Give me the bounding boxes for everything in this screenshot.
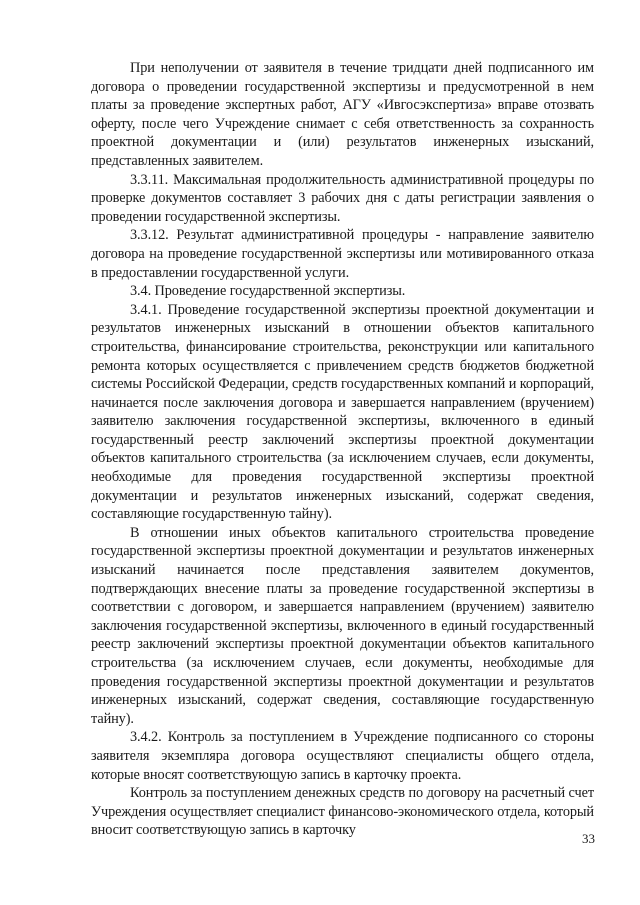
paragraph-3-4-2: 3.4.2. Контроль за поступлением в Учреждение подписанного со стороны заявителя экземпляра договора осуществляют специалисты общего отдела, которые вносят соответствующую запись в карточку проекта. [91, 729, 594, 783]
paragraph-3-3-11: 3.3.11. Максимальная продолжительность административной процедуры по проверке документов составляет 3 рабочих дня с даты регистрации заявления о проведении государственной экспертизы. [91, 171, 594, 225]
paragraph-offer-withdrawal: При неполучении от заявителя в течение тридцати дней подписанного им договора о проведении государственной экспертизы и предусмотренной в нем платы за проведение экспертных работ, АГУ «Ивгосэкспертиза» вправе отозвать оферту, после чего Учреждение снимает с себя ответственность за сохранность проектной документации и (или) результатов инженерных изысканий, представленных заявителем. [91, 60, 594, 169]
paragraph-3-4-1: 3.4.1. Проведение государственной экспертизы проектной документации и результатов инженерных изысканий в отношении объектов капитального строительства, финансирование строительства, реконструкции или капитального ремонта которых осуществляется с привлечением средств бюджетов бюджетной системы Российской Федерации, средств государственных компаний и корпораций, начинается после заключения договора и завершается направлением (вручением) заявителю заключения государственной экспертизы, включенного в единый государственный реестр заключений экспертизы проектной документации объектов капитального строительства (за исключением случаев, если документы, необходимые для проведения государственной экспертизы проектной документации и результатов инженерных изысканий, содержат сведения, составляющие государственную тайну). [91, 301, 594, 523]
page-number: 33 [582, 831, 595, 846]
paragraph-3-3-12: 3.3.12. Результат административной процедуры - направление заявителю договора на проведение государственной экспертизы или мотивированного отказа в предоставлении государственной услуги. [91, 227, 594, 281]
paragraph-payment-control: Контроль за поступлением денежных средств по договору на расчетный счет Учреждения осуществляет специалист финансово-экономического отдела, который вносит соответствующую запись в карточку [91, 785, 594, 839]
paragraph-other-objects: В отношении иных объектов капитального строительства проведение государственной экспертизы проектной документации и результатов инженерных изысканий начинается после представления заявителем документов, подтверждающих внесение платы за проведение государственной экспертизы в соответствии с договором, и завершается направлением (вручением) заявителю заключения государственной экспертизы, включенного в единый государственный реестр заключений экспертизы проектной документации объектов капитального строительства (за исключением случаев, если документы, необходимые для проведения государственной экспертизы проектной документации и результатов инженерных изысканий, содержат сведения, составляющие государственную тайну). [91, 524, 594, 727]
section-heading-3-4: 3.4. Проведение государственной экспертизы. [130, 283, 406, 300]
document-body [91, 59, 594, 840]
